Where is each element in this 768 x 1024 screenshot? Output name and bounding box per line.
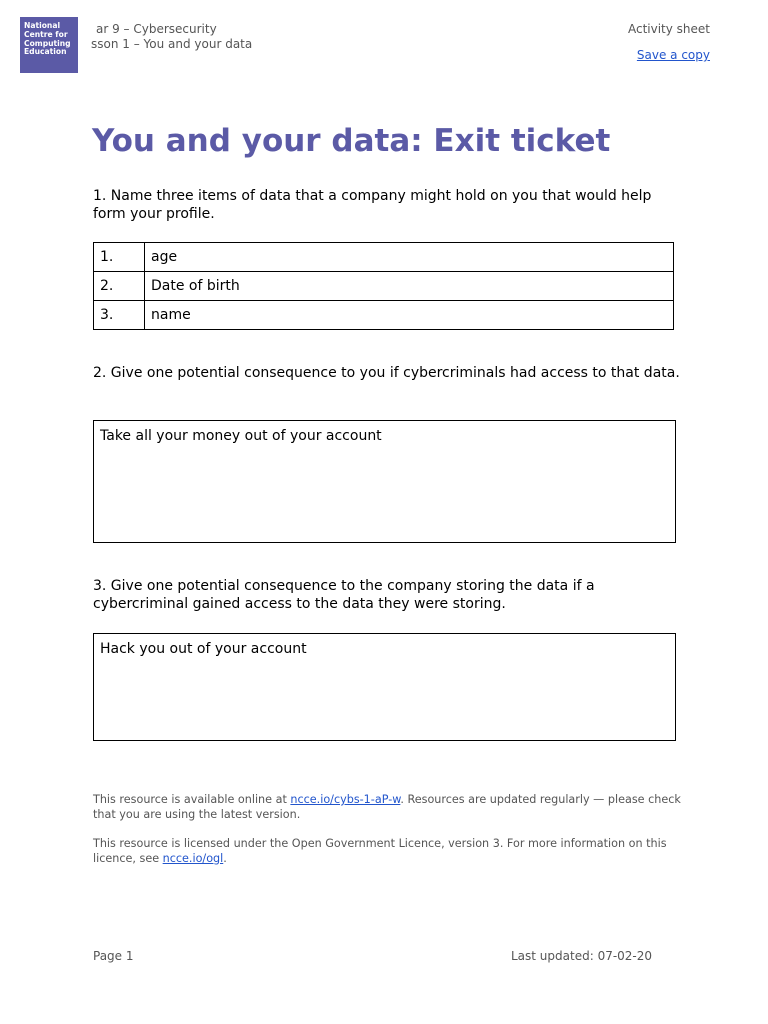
row-number: 3. <box>94 301 145 330</box>
logo-line: Centre for <box>24 29 68 39</box>
page-number: Page 1 <box>93 949 134 963</box>
logo-line: Computing <box>24 38 71 48</box>
logo-line: Education <box>24 47 67 57</box>
note-text: This resource is available online at <box>93 793 291 806</box>
row-number: 2. <box>94 272 145 301</box>
row-number: 1. <box>94 243 145 272</box>
availability-note <box>93 793 683 822</box>
question-2: 2. Give one potential consequence to you if cybercriminals had access to that data. <box>93 365 680 381</box>
logo-line: National <box>24 21 61 30</box>
licence-note <box>93 837 683 866</box>
note-text: This resource is licensed under the Open Government Licence, version 3. For more information on this licence, see <box>93 837 667 865</box>
course-title: ar 9 – Cybersecurity <box>96 22 217 36</box>
save-copy-link[interactable]: Save a copy <box>636 48 710 62</box>
lesson-title: sson 1 – You and your data <box>91 37 253 51</box>
licence-link[interactable]: ncce.io/ogl <box>162 851 224 865</box>
answer-cell[interactable]: Date of birth <box>145 272 674 301</box>
question-1-answer-table <box>93 242 674 330</box>
table-row <box>94 272 674 301</box>
page-title: You and your data: Exit ticket <box>92 123 611 159</box>
doc-type-label: Activity sheet <box>627 22 710 36</box>
question-2-answer-box[interactable]: Take all your money out of your account <box>93 420 676 543</box>
ncce-logo <box>20 17 78 73</box>
note-text: . Resources are updated regularly — please check that you are using the latest version. <box>93 793 681 821</box>
table-row <box>94 301 674 330</box>
question-1: 1. Name three items of data that a company might hold on you that would help form your profile. <box>93 188 652 222</box>
answer-cell[interactable]: age <box>145 243 674 272</box>
table-row <box>94 243 674 272</box>
answer-cell[interactable]: name <box>145 301 674 330</box>
header-right <box>628 22 710 63</box>
question-3-answer-box[interactable]: Hack you out of your account <box>93 633 676 741</box>
resource-link[interactable]: ncce.io/cybs-1-aP-w <box>290 793 401 806</box>
last-updated: Last updated: 07-02-20 <box>511 949 653 963</box>
note-text: . <box>223 851 227 865</box>
course-header <box>93 22 254 52</box>
question-3: 3. Give one potential consequence to the company storing the data if a cybercriminal gained access to the data they were storing. <box>93 578 595 612</box>
